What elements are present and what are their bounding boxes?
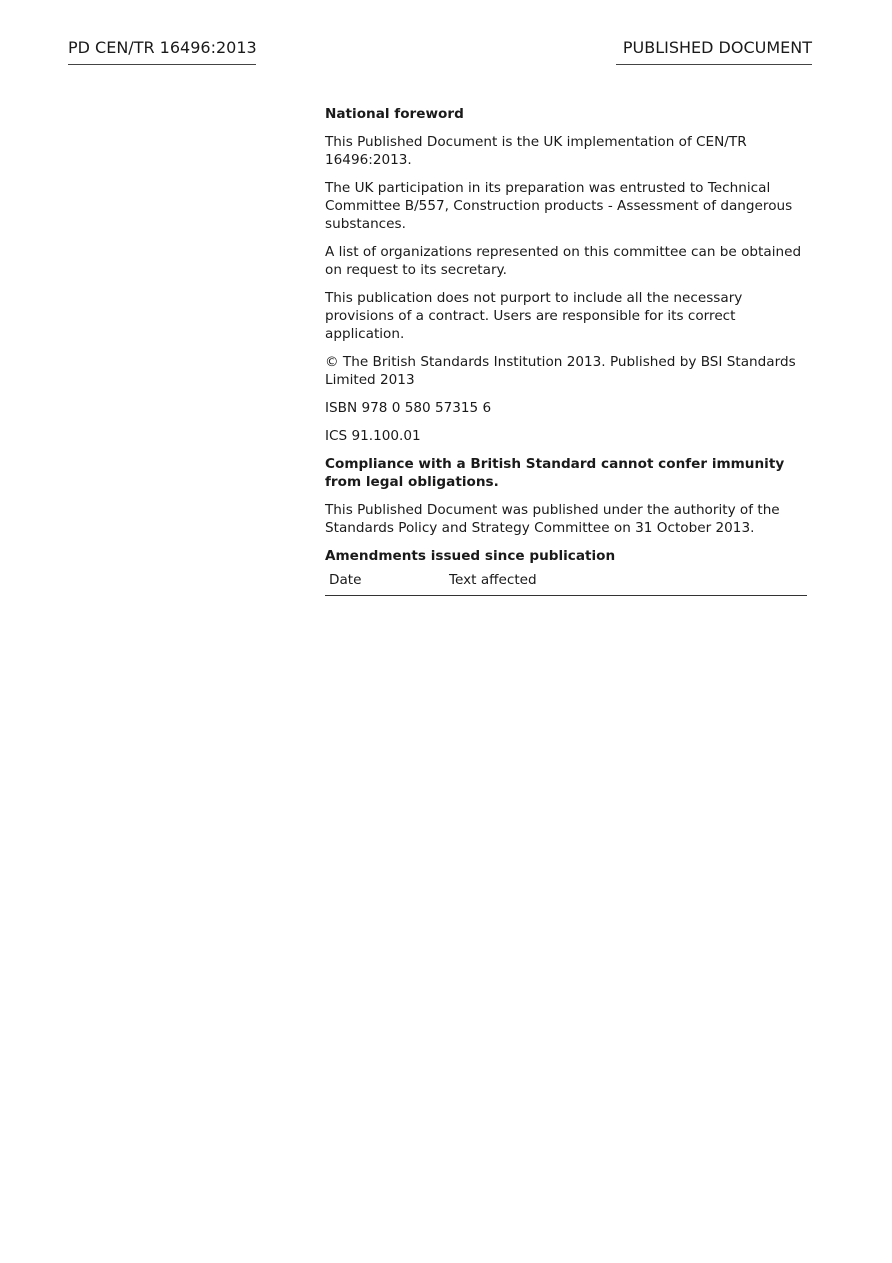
column-header-date: Date [325,569,445,596]
column-header-text-affected: Text affected [445,569,807,596]
foreword-paragraph-contract: This publication does not purport to include all the necessary provisions of a contract. Users are responsible for its correct application. [325,290,743,342]
foreword-paragraph-committee: The UK participation in its preparation was entrusted to Technical Committee B/557, Construction products - Assessment of dangerous substances. [325,180,793,232]
authority-statement: This Published Document was published under the authority of the Standards Policy and Strategy Committee on 31 October 2013. [325,502,780,536]
foreword-paragraph-implementation: This Published Document is the UK implementation of CEN/TR 16496:2013. [325,134,747,168]
amendments-title: Amendments issued since publication [325,548,616,564]
ics-code: ICS 91.100.01 [325,428,421,444]
amendments-table [325,569,807,596]
copyright-notice: © The British Standards Institution 2013. Published by BSI Standards Limited 2013 [325,354,796,388]
table-header-row [325,569,807,596]
compliance-notice: Compliance with a British Standard cannot confer immunity from legal obligations. [325,456,785,490]
national-foreword-section [325,105,807,596]
foreword-paragraph-organizations: A list of organizations represented on this committee can be obtained on request to its secretary. [325,244,802,278]
document-reference: PD CEN/TR 16496:2013 [68,38,256,65]
document-type-label: PUBLISHED DOCUMENT [616,38,812,65]
foreword-title: National foreword [325,106,464,122]
isbn: ISBN 978 0 580 57315 6 [325,400,492,416]
